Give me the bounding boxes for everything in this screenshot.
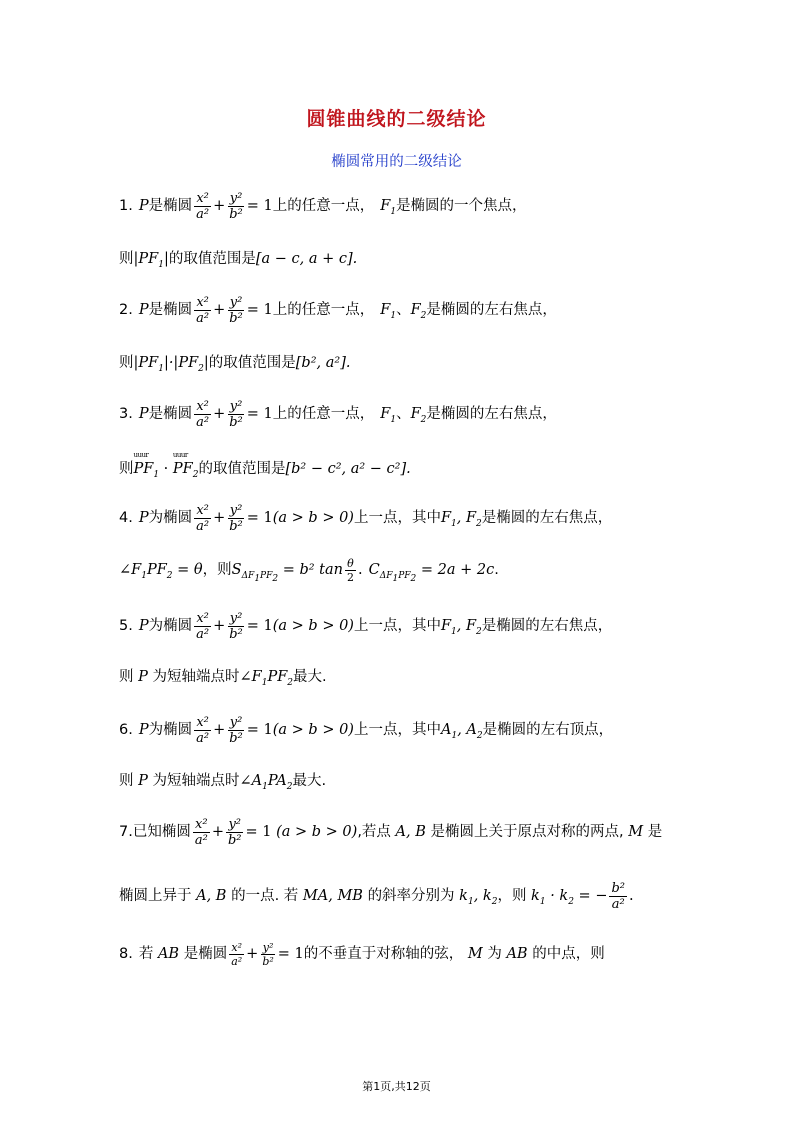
item-7-line-1: 7. 已知椭圆 $\frac{\text{x²}}{\text{a²}}$ + $\frac{\text{y²}}{\text{b²}}$ = 1 (a > b > 0) ,若点 A, B 是椭圆上关于原点对称的两点, M 是 bbox=[119, 817, 663, 848]
item-5-line-2: 则 P 为短轴端点时 $\angle F_1PF_2$ 最大. bbox=[119, 669, 327, 688]
item-6-line-2: 则 P 为短轴端点时 $\angle A_1PA_2$ 最大. bbox=[119, 773, 327, 792]
item-1-line-2: 则 $|PF_1|$ 的取值范围是 [a − c, a + c]. bbox=[119, 251, 358, 270]
page-footer: 第1页,共12页 bbox=[362, 1080, 431, 1093]
item-4-line-1: 4. P 为椭圆 $\frac{\text{x²}}{\text{a²}}$ + $\frac{\text{y²}}{\text{b²}}$ = 1 (a > b > 0) 上一点，其中 $F_1$, $F_2$ 是椭圆的左右焦点， bbox=[119, 503, 613, 534]
item-2-line-2: 则 $|PF_1|\cdot|PF_2|$ 的取值范围是 [b², a²]. bbox=[119, 355, 351, 374]
item-2-line-1: 2. P 是椭圆 $\frac{\text{x²}}{\text{a²}}$ + $\frac{\text{y²}}{\text{b²}}$ = 1 上的任意一点， $F_1$ 、 $F_2$ 是椭圆的左右焦点， bbox=[119, 295, 557, 326]
fraction-y2-b2: $\frac{\text{y²}}{\text{b²}}$ bbox=[229, 191, 243, 222]
page-title: 圆锥曲线的二级结论 bbox=[306, 108, 487, 130]
item-7-line-2: 椭圆上异于 A, B 的一点. 若 MA, MB 的斜率分别为 $k_1$, $k_2$ ，则 $k_1 \cdot k_2$ = − $\frac{\text{b²}}{\text{a²}}$ . bbox=[119, 881, 634, 912]
fraction-x2-a2: $\frac{\text{x²}}{\text{a²}}$ bbox=[196, 191, 210, 222]
item-8-line-1: 8. 若 AB 是椭圆 $\frac{\text{x²}}{\text{a²}}$ + $\frac{\text{y²}}{\text{b²}}$ = 1 的不垂直于对称轴的弦， M 为 AB 的中点，则 bbox=[119, 941, 605, 968]
item-3-line-1: 3. P 是椭圆 $\frac{\text{x²}}{\text{a²}}$ + $\frac{\text{y²}}{\text{b²}}$ = 1 上的任意一点， $F_1$ 、 $F_2$ 是椭圆的左右焦点， bbox=[119, 399, 557, 430]
item-5-line-1: 5. P 为椭圆 $\frac{\text{x²}}{\text{a²}}$ + $\frac{\text{y²}}{\text{b²}}$ = 1 (a > b > 0) 上一点，其中 $F_1$, $F_2$ 是椭圆的左右焦点， bbox=[119, 611, 613, 642]
item-4-line-2: $\angle F_1PF_2 = \theta$ ，则 $S_{\Delta F_1PF_2} = b^2$ tan $\frac{\theta}{2}$ . $C_{\Delta F_1PF_2} = 2a + 2c$ . bbox=[119, 557, 499, 584]
item-6-line-1: 6. P 为椭圆 $\frac{\text{x²}}{\text{a²}}$ + $\frac{\text{y²}}{\text{b²}}$ = 1 (a > b > 0) 上一点，其中 $A_1$, $A_2$ 是椭圆的左右顶点， bbox=[119, 715, 614, 746]
section-subtitle: 椭圆常用的二级结论 bbox=[331, 154, 462, 170]
item-3-line-2: 则 uuur $PF_1$ · uuur $PF_2$ 的取值范围是 [b² − c², a² − c²]. bbox=[119, 462, 411, 477]
item-1-line-1: 1. P 是椭圆 $\frac{\text{x²}}{\text{a²}}$ + $\frac{\text{y²}}{\text{b²}}$ = 1 上的任意一点， $F_1$ 是椭圆的一个焦点， bbox=[119, 191, 527, 222]
